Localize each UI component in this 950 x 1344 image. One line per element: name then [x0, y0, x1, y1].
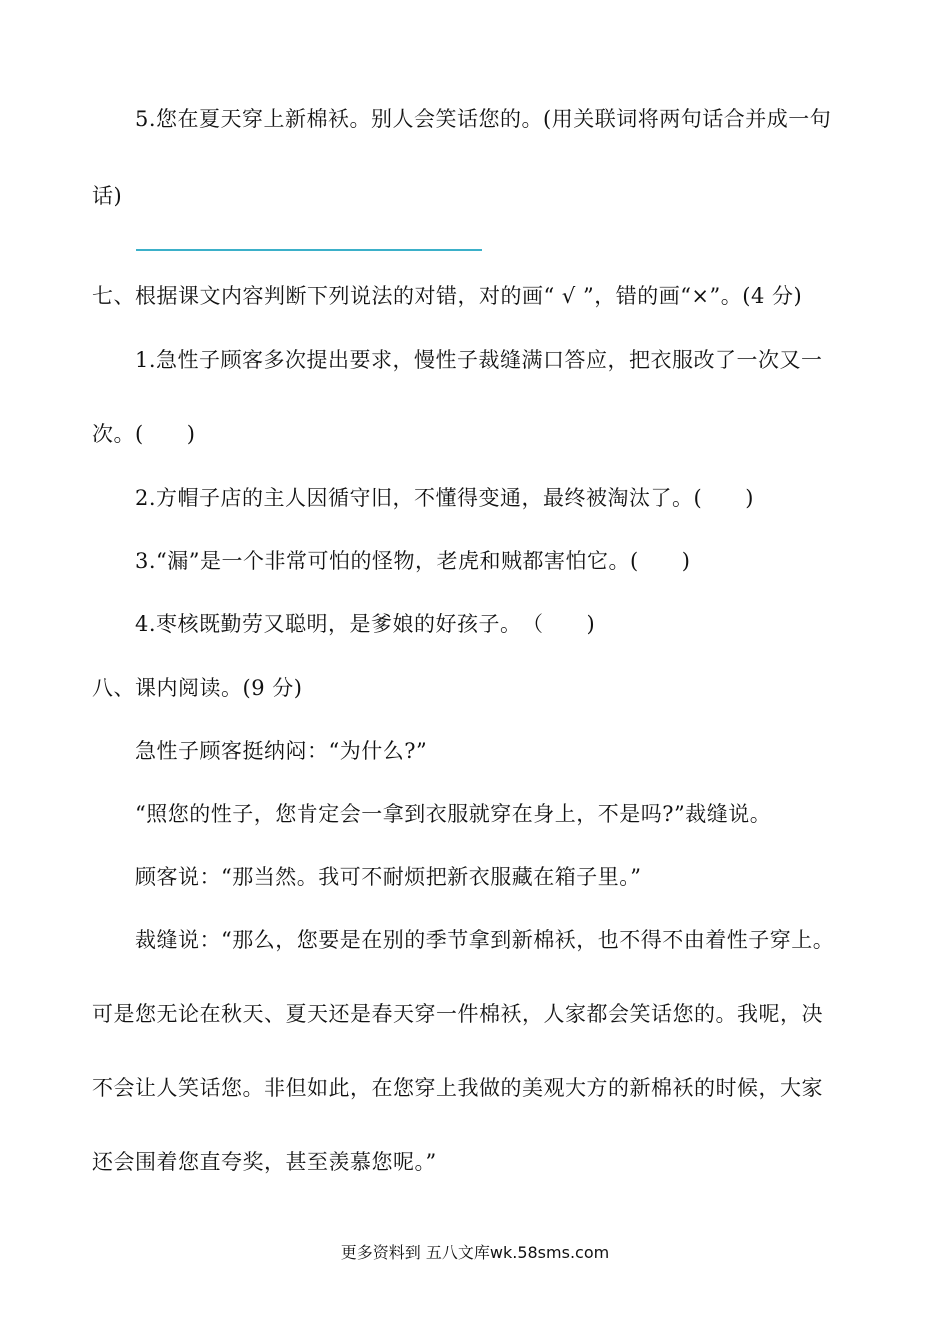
q6-item5-line2: 话) [92, 184, 123, 208]
q7-item1-line1: 1.急性子顾客多次提出要求，慢性子裁缝满口答应，把衣服改了一次又一 [135, 348, 823, 372]
q7-item1-line2: 次。( ) [92, 422, 196, 446]
q7-heading: 七、根据课文内容判断下列说法的对错，对的画“ √ ”，错的画“×”。(4 分) [92, 284, 803, 308]
q8-paragraph-2: “照您的性子，您肯定会一拿到衣服就穿在身上，不是吗?”裁缝说。 [135, 802, 772, 826]
q8-heading: 八、课内阅读。(9 分) [92, 676, 303, 700]
q7-item2: 2.方帽子店的主人因循守旧，不懂得变通，最终被淘汰了。( ) [135, 486, 754, 510]
q8-paragraph-4-line1: 裁缝说：“那么，您要是在别的季节拿到新棉袄，也不得不由着性子穿上。 [135, 928, 835, 952]
q8-paragraph-4-line4: 还会围着您直夸奖，甚至羡慕您呢。” [92, 1150, 437, 1174]
q7-item3: 3.“漏”是一个非常可怕的怪物，老虎和贼都害怕它。( ) [135, 549, 691, 573]
q8-paragraph-4-line3: 不会让人笑话您。非但如此，在您穿上我做的美观大方的新棉袄的时候，大家 [92, 1076, 823, 1100]
q8-paragraph-1: 急性子顾客挺纳闷：“为什么?” [135, 739, 428, 763]
q8-paragraph-3: 顾客说：“那当然。我可不耐烦把新衣服藏在箱子里。” [135, 865, 642, 889]
q8-paragraph-4-line2: 可是您无论在秋天、夏天还是春天穿一件棉袄，人家都会笑话您的。我呢，决 [92, 1002, 823, 1026]
q7-item4: 4.枣核既勤劳又聪明，是爹娘的好孩子。 （ ) [135, 612, 596, 636]
answer-blank-line[interactable] [136, 249, 482, 251]
q6-item5-line1: 5.您在夏天穿上新棉袄。别人会笑话您的。(用关联词将两句话合并成一句 [135, 107, 832, 131]
page-footer: 更多资料到 五八文库wk.58sms.com [340, 1243, 610, 1262]
